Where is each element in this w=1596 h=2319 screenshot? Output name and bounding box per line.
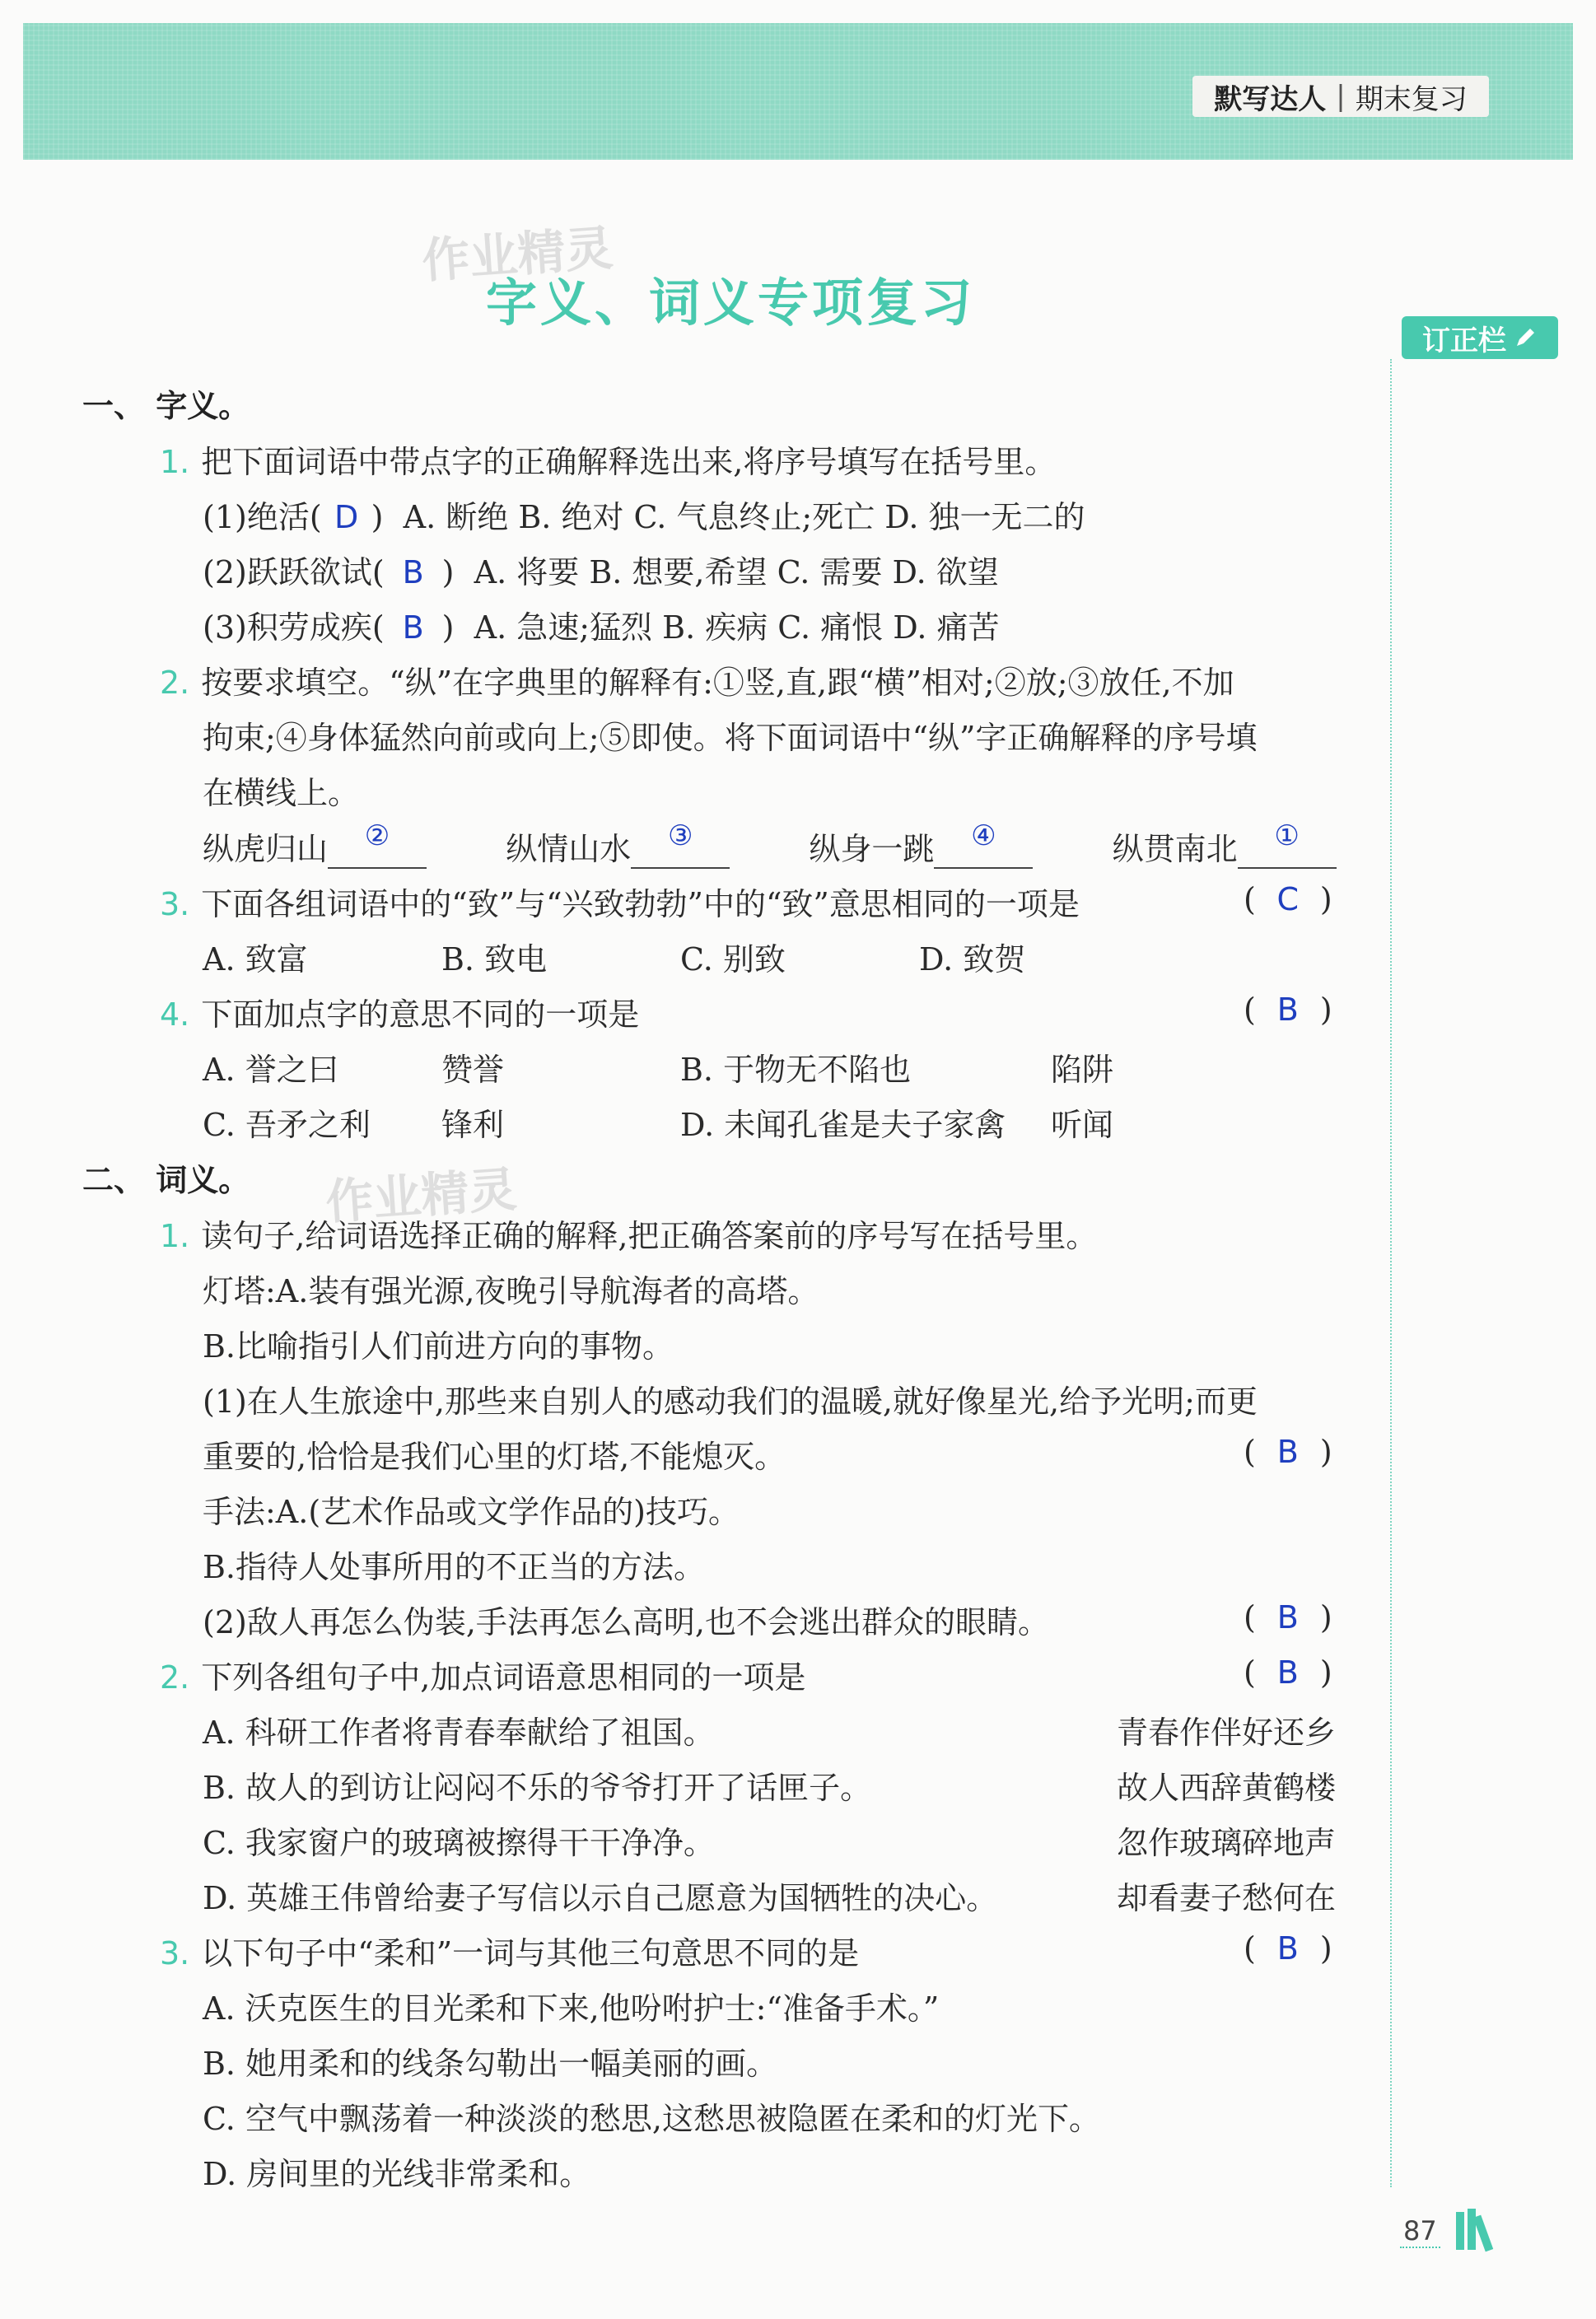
answer: B xyxy=(1276,1599,1299,1635)
definition: B.指待人处事所用的不正当的方法。 xyxy=(203,1549,706,1585)
item-1-1-3 xyxy=(203,602,1000,647)
sentence: (2)敌人再怎么伪装,手法再怎么高明,也不会逃出群众的眼睛。 xyxy=(203,1604,1049,1640)
question-number: 3. xyxy=(160,886,190,922)
word: 纵虎归山 xyxy=(203,831,329,867)
item-word: (3)积劳成疾( xyxy=(203,609,385,646)
correction-label: 订正栏 xyxy=(1422,324,1506,357)
question-text: 把下面词语中带点字的正确解释选出来,将序号填写在括号里。 xyxy=(201,444,1057,480)
answer-blank xyxy=(934,819,1033,869)
option-a: A. 沃克医生的目光柔和下来,他吩咐护士:“准备手术。” xyxy=(203,1990,940,2027)
pencil-icon xyxy=(1513,325,1538,350)
answer-blank xyxy=(328,819,427,869)
books-icon xyxy=(1453,2207,1510,2253)
item-options: A. 将要 B. 想要,希望 C. 需要 D. 欲望 xyxy=(474,554,999,590)
option-c: C. 我家窗户的玻璃被擦得干干净净。 xyxy=(203,1825,715,1861)
option-c: C. 空气中飘荡着一种淡淡的愁思,这愁思被隐匿在柔和的灯光下。 xyxy=(203,2101,1100,2137)
answer: B xyxy=(402,609,424,646)
answer: B xyxy=(402,554,424,590)
option-d: D. 英雄王伟曾给妻子写信以示自己愿意为国牺牲的决心。 xyxy=(203,1880,998,1916)
question-1-4 xyxy=(160,989,639,1034)
correction-column-divider xyxy=(1390,359,1392,2187)
question-1-2-line1 xyxy=(160,657,1234,702)
option-b: B. 她用柔和的线条勾勒出一幅美丽的画。 xyxy=(203,2046,778,2082)
option-d: D. 未闻孔雀是夫子家禽 xyxy=(680,1107,1006,1143)
question-2-3 xyxy=(160,1928,859,1973)
option-b: B. 故人的到访让闷闷不乐的爷爷打开了话匣子。 xyxy=(203,1770,872,1806)
answer: ② xyxy=(364,819,390,852)
question-2-2 xyxy=(160,1652,805,1697)
answer: ① xyxy=(1274,819,1300,852)
answer: B xyxy=(1276,1654,1299,1691)
option-a-compare: 青春作伴好还乡 xyxy=(1117,1715,1337,1751)
definition: 手法:A.(艺术作品或文学作品的)技巧。 xyxy=(203,1494,740,1530)
correction-column-tag xyxy=(1402,316,1558,359)
sentence: (1)在人生旅途中,那些来自别人的感动我们的温暖,就好像星光,给予光明;而更 xyxy=(203,1383,1258,1420)
options-row xyxy=(203,934,1025,979)
options-row xyxy=(203,1044,1113,1090)
option-b-compare: 故人西辞黄鹤楼 xyxy=(1117,1770,1337,1806)
watermark: 作业精灵 xyxy=(420,219,615,289)
question-text: 按要求填空。“纵”在字典里的解释有:①竖,直,跟“横”相对;②放;③放任,不加 xyxy=(201,665,1234,701)
answer-bracket: ( B ) xyxy=(1244,1434,1332,1470)
question-text: 以下句子中“柔和”一词与其他三句意思不同的是 xyxy=(201,1935,860,1971)
option-d: D. 致贺 xyxy=(919,941,1026,978)
item-word: (2)跃跃欲试( xyxy=(203,554,385,590)
answer: D xyxy=(334,499,359,535)
options-row xyxy=(203,1099,1113,1145)
question-text: 下列各组句子中,加点词语意思相同的一项是 xyxy=(201,1659,806,1696)
definition: B.比喻指引人们前进方向的事物。 xyxy=(203,1328,674,1365)
item-close: ) xyxy=(371,499,384,535)
watermark: 作业精灵 xyxy=(324,1160,519,1230)
answer-bracket: ( B ) xyxy=(1244,1930,1332,1967)
answer-bracket: ( B ) xyxy=(1244,1599,1332,1635)
definition: 灯塔:A.装有强光源,夜晚引导航海者的高塔。 xyxy=(203,1273,819,1309)
answer: C xyxy=(1276,881,1300,917)
option-c: C. 吾矛之利 xyxy=(203,1107,371,1143)
option-a: A. 致富 xyxy=(203,941,308,978)
answer-blank xyxy=(1238,819,1337,869)
option-b-word: 陷阱 xyxy=(1051,1052,1114,1088)
answer-bracket: ( B ) xyxy=(1244,992,1332,1028)
section-heading-1: 一、 字义。 xyxy=(82,388,250,424)
option-c-compare: 忽作玻璃碎地声 xyxy=(1117,1825,1337,1861)
brand-subtitle: 期末复习 xyxy=(1355,82,1468,116)
option-c: C. 别致 xyxy=(680,941,786,978)
question-number: 3. xyxy=(160,1935,190,1971)
word: 纵身一跳 xyxy=(809,831,935,867)
answer: ③ xyxy=(667,819,693,852)
item-word: (1)绝活( xyxy=(203,499,322,535)
question-1-3 xyxy=(160,879,1080,924)
page-title: 字义、词义专项复习 xyxy=(486,273,976,333)
sentence: 重要的,恰恰是我们心里的灯塔,不能熄灭。 xyxy=(203,1439,786,1475)
question-text: 下面各组词语中的“致”与“兴致勃勃”中的“致”意思相同的一项是 xyxy=(201,886,1080,922)
brand-separator: | xyxy=(1336,80,1346,113)
section-heading-2: 二、 词义。 xyxy=(82,1162,250,1198)
answer-bracket: ( C ) xyxy=(1244,881,1332,917)
question-number: 4. xyxy=(160,996,190,1033)
option-a: A. 誉之曰 xyxy=(203,1052,339,1088)
item-1-1-1 xyxy=(203,492,1085,537)
item-close: ) xyxy=(441,609,455,646)
option-d: D. 房间里的光线非常柔和。 xyxy=(203,2156,591,2192)
word: 纵贯南北 xyxy=(1112,831,1238,867)
fill-in-row xyxy=(203,819,1337,869)
item-options: A. 断绝 B. 绝对 C. 气息终止;死亡 D. 独一无二的 xyxy=(403,499,1085,535)
option-b: B. 于物无不陷也 xyxy=(680,1052,912,1088)
answer: B xyxy=(1276,1930,1299,1967)
answer: B xyxy=(1276,1434,1299,1470)
question-number: 2. xyxy=(160,665,190,701)
word: 纵情山水 xyxy=(506,831,632,867)
option-c-word: 锋利 xyxy=(441,1107,505,1143)
option-d-word: 听闻 xyxy=(1051,1107,1114,1143)
item-1-1-2 xyxy=(203,547,999,592)
question-2-1 xyxy=(160,1211,1097,1256)
option-a-word: 赞誉 xyxy=(441,1052,505,1088)
option-d-compare: 却看妻子愁何在 xyxy=(1117,1880,1337,1916)
option-b: B. 致电 xyxy=(441,941,548,978)
item-options: A. 急速;猛烈 B. 疾病 C. 痛恨 D. 痛苦 xyxy=(474,609,1000,646)
question-text: 下面加点字的意思不同的一项是 xyxy=(201,996,640,1033)
item-close: ) xyxy=(441,554,455,590)
answer-bracket: ( B ) xyxy=(1244,1654,1332,1691)
brand-title: 默写达人 xyxy=(1214,82,1327,116)
option-a: A. 科研工作者将青春奉献给了祖国。 xyxy=(203,1715,715,1751)
page-number: 87 xyxy=(1400,2215,1440,2248)
brand-box xyxy=(1192,76,1489,117)
question-1-1 xyxy=(160,436,1056,482)
question-text: 读句子,给词语选择正确的解释,把正确答案前的序号写在括号里。 xyxy=(201,1218,1098,1254)
question-number: 2. xyxy=(160,1659,190,1696)
question-number: 1. xyxy=(160,1218,190,1254)
question-1-2-line3: 在横线上。 xyxy=(203,775,360,811)
question-1-2-line2: 拘束;④身体猛然向前或向上;⑤即使。将下面词语中“纵”字正确解释的序号填 xyxy=(203,720,1258,756)
answer: B xyxy=(1276,992,1299,1028)
answer: ④ xyxy=(971,819,996,852)
answer-blank xyxy=(631,819,730,869)
question-number: 1. xyxy=(160,444,190,480)
